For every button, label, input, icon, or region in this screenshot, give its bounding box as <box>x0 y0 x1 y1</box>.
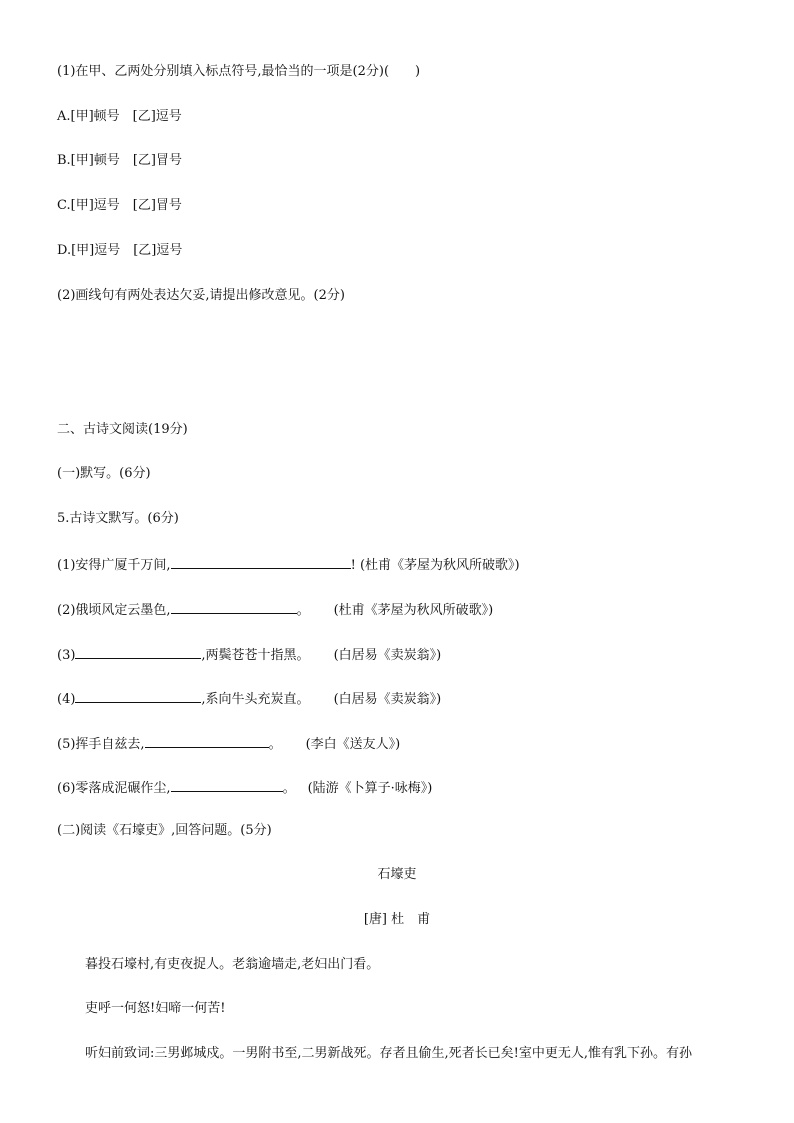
item-6-source: (陆游《卜算子·咏梅》) <box>307 781 433 796</box>
item-5-source: (李白《送友人》) <box>305 737 401 752</box>
section-2-title: 二、古诗文阅读(19分) <box>57 422 188 437</box>
answer-blank-2[interactable] <box>171 599 297 614</box>
answer-blank-1[interactable] <box>171 554 351 569</box>
option-d: D.[甲]逗号 [乙]逗号 <box>57 243 183 258</box>
item-1-source: (杜甫《茅屋为秋风所破歌》) <box>359 558 520 573</box>
item-4-suffix: ,系向牛头充炭直。 <box>201 692 310 707</box>
poem-line-1: 暮投石壕村,有吏夜捉人。老翁逾墙走,老妇出门看。 <box>85 957 380 972</box>
option-a: A.[甲]顿号 [乙]逗号 <box>57 109 182 124</box>
answer-blank-3[interactable] <box>75 644 201 659</box>
poem-author: [唐] 杜 甫 <box>363 912 431 927</box>
part-2-heading: (二)阅读《石壕吏》,回答问题。(5分) <box>57 823 272 838</box>
item-3-source: (白居易《卖炭翁》) <box>333 648 442 663</box>
recitation-item-5 <box>57 733 400 754</box>
question-2-stem: (2)画线句有两处表达欠妥,请提出修改意见。(2分) <box>57 288 345 303</box>
question-5-heading: 5.古诗文默写。(6分) <box>57 511 179 526</box>
item-6-suffix: 。 <box>282 781 296 796</box>
answer-blank-6[interactable] <box>171 777 283 792</box>
item-4-source: (白居易《卖炭翁》) <box>333 692 442 707</box>
item-4-prefix: (4) <box>57 692 76 707</box>
part-1-heading: (一)默写。(6分) <box>57 466 151 481</box>
recitation-item-3 <box>57 644 441 665</box>
answer-blank-4[interactable] <box>75 688 201 703</box>
poem-line-3: 听妇前致词:三男邺城戍。一男附书至,二男新战死。存者且偷生,死者长已矣!室中更无人,惟有乳下孙。有孙 <box>85 1046 693 1061</box>
item-1-prefix: (1)安得广厦千万间, <box>57 558 171 573</box>
item-2-suffix: 。 <box>296 603 310 618</box>
option-c: C.[甲]逗号 [乙]冒号 <box>57 198 182 213</box>
item-2-prefix: (2)俄顷风定云墨色, <box>57 603 171 618</box>
recitation-item-1 <box>57 554 520 575</box>
question-1-stem: (1)在甲、乙两处分别填入标点符号,最恰当的一项是(2分)( ) <box>57 64 421 79</box>
item-3-suffix: ,两鬓苍苍十指黑。 <box>201 648 310 663</box>
item-5-suffix: 。 <box>268 737 282 752</box>
option-b: B.[甲]顿号 [乙]冒号 <box>57 153 182 168</box>
item-3-prefix: (3) <box>57 648 76 663</box>
recitation-item-4 <box>57 688 441 709</box>
answer-blank-5[interactable] <box>145 733 269 748</box>
item-1-suffix: ! <box>350 558 356 573</box>
poem-title: 石壕吏 <box>377 867 417 882</box>
recitation-item-6 <box>57 777 432 798</box>
item-5-prefix: (5)挥手自兹去, <box>57 737 145 752</box>
item-2-source: (杜甫《茅屋为秋风所破歌》) <box>333 603 494 618</box>
poem-line-2: 吏呼一何怒!妇啼一何苦! <box>85 1001 226 1016</box>
recitation-item-2 <box>57 599 493 620</box>
item-6-prefix: (6)零落成泥碾作尘, <box>57 781 171 796</box>
